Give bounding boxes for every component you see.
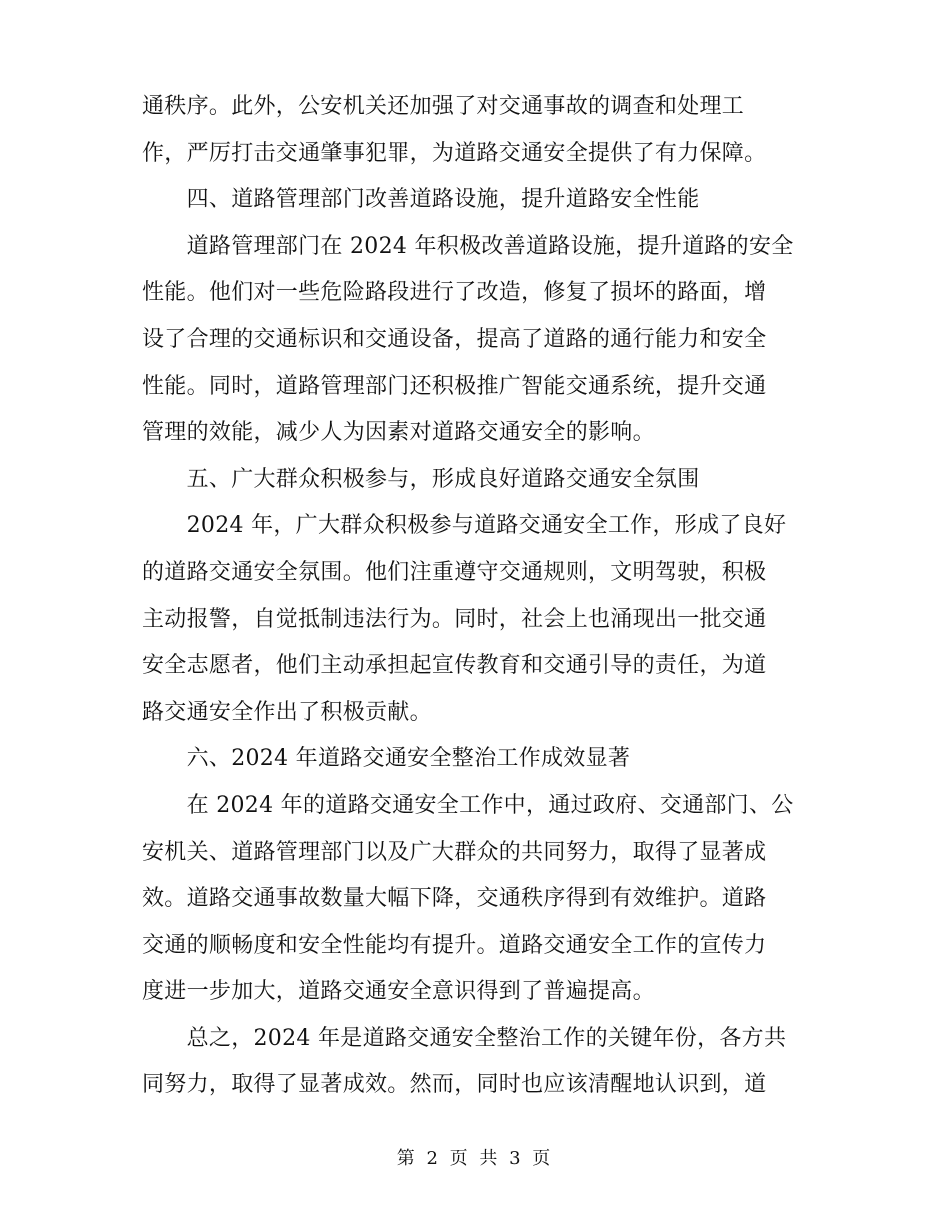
page-number-footer: 第 2 页 共 3 页 [396, 1148, 554, 1169]
text-line: 2024 年，广大群众积极参与道路交通安全工作，形成了良好 [142, 513, 787, 539]
section-heading-4: 四、道路管理部门改善道路设施，提升道路安全性能 [142, 187, 700, 213]
text-line: 路交通安全作出了积极贡献。 [142, 699, 432, 725]
text-line: 性能。同时，道路管理部门还积极推广智能交通系统，提升交通 [142, 373, 767, 399]
text-line: 安机关、道路管理部门以及广大群众的共同努力，取得了显著成 [142, 839, 767, 865]
text-line: 总之，2024 年是道路交通安全整治工作的关键年份，各方共 [142, 1025, 787, 1051]
text-line: 设了合理的交通标识和交通设备，提高了道路的通行能力和安全 [142, 326, 767, 352]
section-heading-5: 五、广大群众积极参与，形成良好道路交通安全氛围 [142, 466, 700, 492]
document-body [142, 84, 812, 1109]
text-line: 效。道路交通事故数量大幅下降，交通秩序得到有效维护。道路 [142, 886, 767, 912]
text-line: 度进一步加大，道路交通安全意识得到了普遍提高。 [142, 979, 655, 1005]
text-line: 安全志愿者，他们主动承担起宣传教育和交通引导的责任，为道 [142, 653, 767, 679]
text-line: 在 2024 年的道路交通安全工作中，通过政府、交通部门、公 [142, 792, 794, 818]
text-line: 的道路交通安全氛围。他们注重遵守交通规则，文明驾驶，积极 [142, 559, 767, 585]
text-line: 主动报警，自觉抵制违法行为。同时，社会上也涌现出一批交通 [142, 606, 767, 632]
text-line: 作，严厉打击交通肇事犯罪，为道路交通安全提供了有力保障。 [142, 140, 767, 166]
text-line: 管理的效能，减少人为因素对道路交通安全的影响。 [142, 420, 655, 446]
text-line: 道路管理部门在 2024 年积极改善道路设施，提升道路的安全 [142, 233, 794, 259]
section-heading-6: 六、2024 年道路交通安全整治工作成效显著 [142, 746, 631, 772]
text-line: 性能。他们对一些危险路段进行了改造，修复了损坏的路面，增 [142, 280, 767, 306]
text-line: 通秩序。此外，公安机关还加强了对交通事故的调查和处理工 [142, 94, 745, 119]
text-line: 同努力，取得了显著成效。然而，同时也应该清醒地认识到，道 [142, 1072, 767, 1098]
text-line: 交通的顺畅度和安全性能均有提升。道路交通安全工作的宣传力 [142, 932, 767, 958]
